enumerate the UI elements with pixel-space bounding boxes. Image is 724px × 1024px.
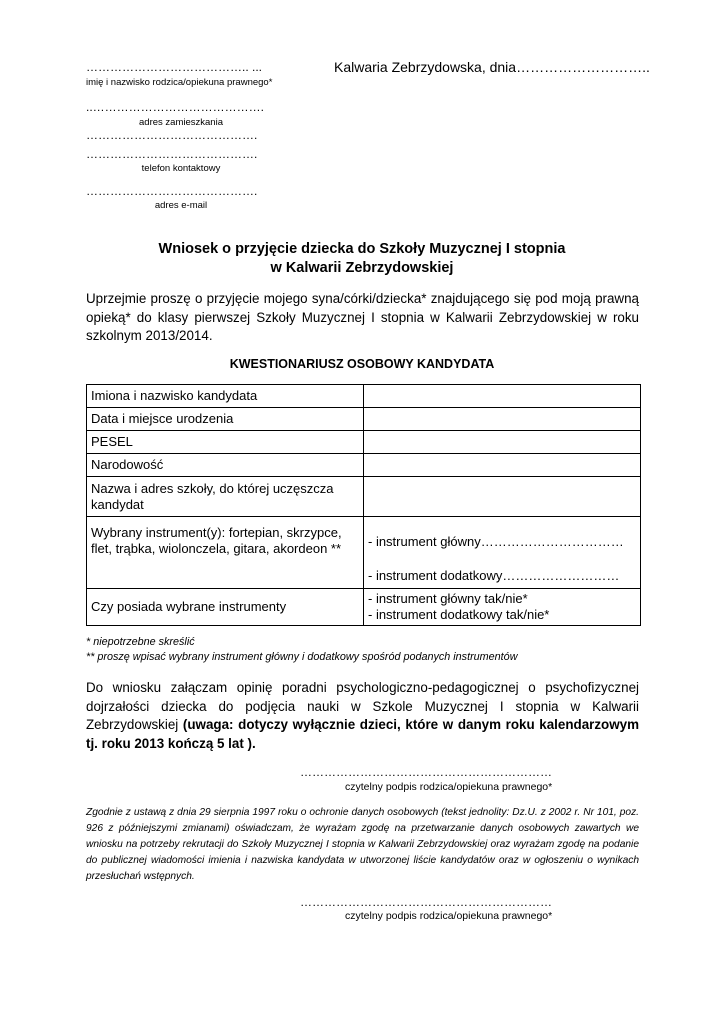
row-label-birth: Data i miejsce urodzenia: [87, 408, 364, 431]
gdpr-consent-paragraph: Zgodnie z ustawą z dnia 29 sierpnia 1997 roku o ochronie danych osobowych (tekst jednolity: Dz.U. z 2002 r. Nr 101, poz. 926 z późniejszymi zmianami) oświadczam, że wyrażam zgodę na przetwarzanie danych osobowych zawartych we wniosku na potrzeby rekrutacji do Szkoły Muzycznej I stopnia w Kalwarii Zebrzydowskiej oraz wyrażam zgodę na podanie do publicznej wiadomości imienia i nazwiska kandydata w utworzonej liście kandydatów oraz w ogłoszeniu o wynikach przesłuchań wstępnych.: [86, 807, 639, 882]
row-label-school: Nazwa i adres szkoły, do której uczęszcza kandydat: [87, 477, 364, 517]
attachment-paragraph: [86, 679, 639, 753]
signature-caption-2: czytelny podpis rodzica/opiekuna prawnego*: [345, 910, 553, 922]
attachment-text: Do wniosku załączam opinię poradni psychologiczno-pedagogicznej o psychofizycznej dojrzałości dziecka do podjęcia nauki w Szkole Muzycznej I stopnia w Kalwarii Zebrzydowskiej: [86, 680, 639, 732]
owns-main-instrument[interactable]: - instrument główny tak/nie*: [368, 591, 528, 606]
table-row: [87, 477, 641, 517]
attachment-note: (uwaga: dotyczy wyłącznie dzieci, które w danym roku kalendarzowym tj. roku 2013 kończą 5 lat ).: [86, 717, 640, 751]
table-row: [87, 454, 641, 477]
phone-field[interactable]: …………………………………….: [86, 147, 258, 161]
document-title-line2: w Kalwarii Zebrzydowskiej: [270, 260, 454, 276]
footnote-2: ** proszę wpisać wybrany instrument główny i dodatkowy spośród podanych instrumentów: [86, 651, 518, 663]
row-input-pesel[interactable]: [364, 431, 641, 454]
row-input-owns-instruments[interactable]: [364, 589, 641, 626]
candidate-questionnaire-table: [86, 384, 641, 626]
extra-instrument-field[interactable]: - instrument dodatkowy………………………: [368, 568, 620, 583]
table-row: [87, 385, 641, 408]
row-input-name[interactable]: [364, 385, 641, 408]
place-date-field[interactable]: Kalwaria Zebrzydowska, dnia………………………..: [334, 59, 650, 75]
table-row: [87, 408, 641, 431]
phone-caption: telefon kontaktowy: [141, 163, 221, 174]
signature-line-2[interactable]: ………………………………………………………: [300, 895, 552, 909]
questionnaire-title: KWESTIONARIUSZ OSOBOWY KANDYDATA: [229, 357, 495, 371]
signature-line-1[interactable]: ………………………………………………………: [300, 765, 552, 779]
address-field-2[interactable]: …………………………………….: [86, 128, 258, 142]
row-label-instruments: Wybrany instrument(y): fortepian, skrzypce, flet, trąbka, wiolonczela, gitara, akordeon **: [87, 517, 364, 589]
parent-name-field[interactable]: ………………………………….. ...: [86, 60, 263, 74]
signature-caption-1: czytelny podpis rodzica/opiekuna prawnego*: [345, 781, 553, 793]
row-label-nationality: Narodowość: [87, 454, 364, 477]
email-caption: adres e-mail: [154, 200, 208, 211]
row-input-birth[interactable]: [364, 408, 641, 431]
table-row: [87, 589, 641, 626]
row-input-instruments[interactable]: [364, 517, 641, 589]
row-input-school[interactable]: [364, 477, 641, 517]
row-label-name: Imiona i nazwisko kandydata: [87, 385, 364, 408]
address-field[interactable]: ..…………………………………….: [86, 100, 265, 114]
owns-extra-instrument[interactable]: - instrument dodatkowy tak/nie*: [368, 607, 550, 622]
email-field[interactable]: …………………………………….: [86, 184, 258, 198]
document-title-line1: Wniosek o przyjęcie dziecka do Szkoły Muzycznej I stopnia: [158, 241, 566, 257]
table-row: [87, 517, 641, 589]
table-row: [87, 431, 641, 454]
address-caption: adres zamieszkania: [139, 117, 223, 128]
main-instrument-field[interactable]: - instrument główny……………………………: [368, 534, 624, 549]
parent-name-caption: imię i nazwisko rodzica/opiekuna prawnego*: [86, 77, 273, 88]
intro-paragraph: Uprzejmie proszę o przyjęcie mojego syna/córki/dziecka* znajdującego się pod moją prawną opieką* do klasy pierwszej Szkoły Muzycznej I stopnia w Kalwarii Zebrzydowskiej w roku szkolnym 2013/2014.: [86, 291, 639, 343]
row-input-nationality[interactable]: [364, 454, 641, 477]
footnote-1: * niepotrzebne skreślić: [86, 636, 195, 648]
row-label-owns-instruments: Czy posiada wybrane instrumenty: [87, 589, 364, 626]
row-label-pesel: PESEL: [87, 431, 364, 454]
